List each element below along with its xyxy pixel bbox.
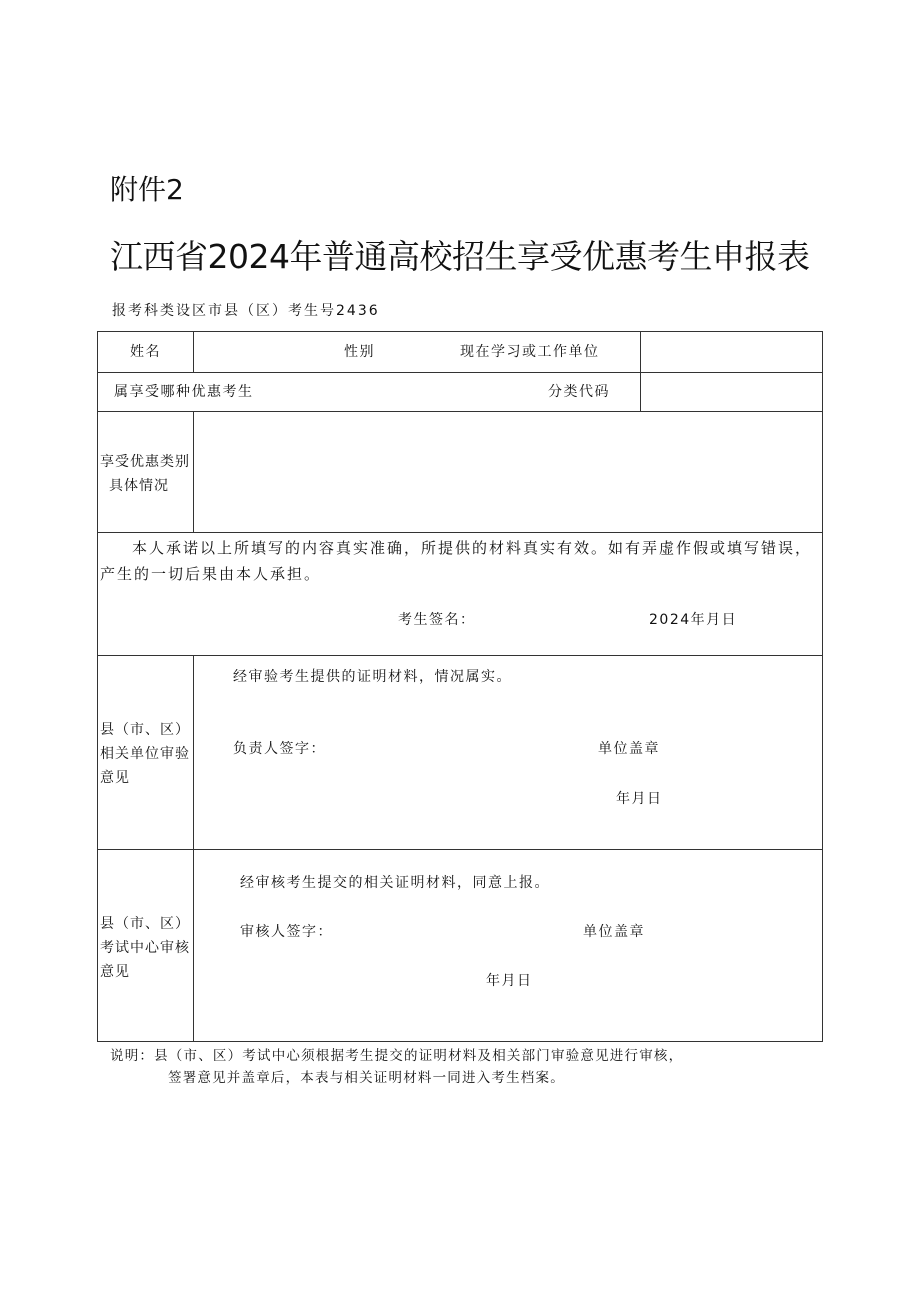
responsible-person-signature-label: 负责人签字： (233, 741, 326, 757)
exam-center-seal-label: 单位盖章 (583, 924, 645, 940)
exam-center-date: 年月日 (486, 973, 533, 989)
current-unit-label: 现在学习或工作单位 (460, 344, 600, 360)
county-unit-statement: 经审验考生提供的证明材料，情况属实。 (233, 669, 512, 685)
gender-label: 性别 (344, 344, 375, 360)
pledge-date: 2024年月日 (649, 612, 738, 628)
reviewer-signature-label: 审核人签字： (240, 924, 333, 940)
exam-center-review-label: 县（市、区） 考试中心审核 意见 (100, 916, 190, 980)
notes-line-2: 签署意见并盖章后，本表与相关证明材料一同进入考生档案。 (168, 1070, 565, 1086)
exam-center-statement: 经审核考生提交的相关证明材料，同意上报。 (240, 875, 550, 891)
pledge-text: 本人承诺以上所填写的内容真实准确，所提供的材料真实有效。如有弄虚作假或填写错误， 产生的一切后果由本人承担。 (100, 539, 813, 583)
category-code-label: 分类代码 (548, 384, 610, 400)
county-unit-review-label: 县（市、区） 相关单位审验 意见 (100, 722, 190, 786)
exam-info-line: 报考科类设区市县（区）考生号2436 (112, 303, 380, 319)
page-title: 江西省2024年普通高校招生享受优惠考生申报表 (110, 237, 810, 276)
county-unit-date: 年月日 (616, 791, 663, 807)
notes-line-1: 说明：县（市、区）考试中心须根据考生提交的证明材料及相关部门审验意见进行审核， (110, 1048, 684, 1064)
preference-detail-label: 享受优惠类别 具体情况 (100, 454, 190, 494)
preference-category-label: 属享受哪种优惠考生 (114, 384, 254, 400)
name-label: 姓名 (130, 344, 161, 360)
notes (110, 1045, 683, 1089)
attachment-label: 附件2 (110, 173, 184, 206)
application-form-table (97, 331, 823, 1042)
candidate-signature-label: 考生签名： (398, 612, 476, 628)
county-unit-seal-label: 单位盖章 (598, 741, 660, 757)
